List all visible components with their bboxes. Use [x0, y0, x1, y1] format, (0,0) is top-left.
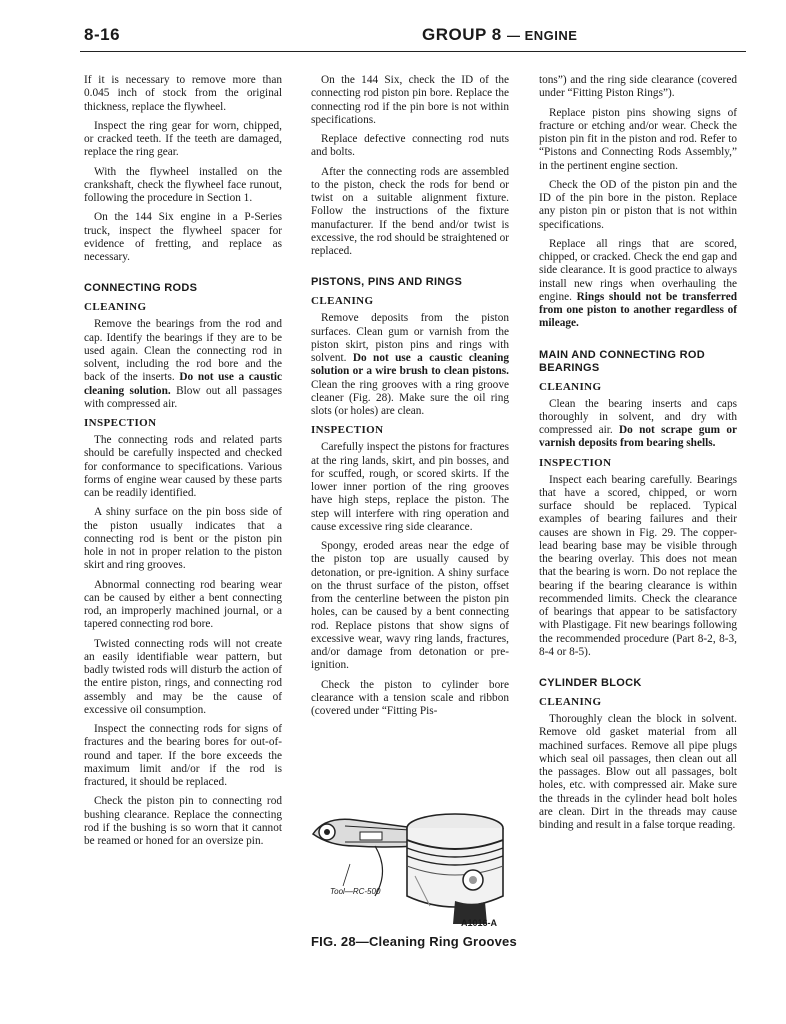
paragraph: Check the piston to cylinder bore clearance with a tension scale and ribbon (covered under “Fitting Pis- — [311, 678, 509, 717]
paragraph: On the 144 Six engine in a P-Series truck, inspect the flywheel spacer for evidence of fretting, and replace as necessary. — [84, 211, 282, 263]
paragraph-text: Remove deposits from the piston surfaces. Clean gum or varnish from the piston skirt, piston pins and rings with solvent. — [311, 312, 509, 364]
paragraph: Inspect the ring gear for worn, chipped, or cracked teeth. If the teeth are damaged, replace the ring gear. — [84, 119, 282, 159]
paragraph: Twisted connecting rods will not create an easily identifiable wear pattern, but badly twisted rods will disturb the action of the entire piston, rings, and connecting rod assembly and may be the cause of excessive oil consumption. — [84, 637, 282, 716]
subsection-heading: INSPECTION — [311, 424, 384, 437]
paragraph: With the flywheel installed on the crankshaft, check the flywheel face runout, following the procedure in Section 1. — [84, 165, 282, 204]
paragraph: Spongy, eroded areas near the edge of the piston top are usually caused by detonation, or pre-ignition. A shiny surface on the thrust surface of the piston, offset from the centerline between the piston pin holes, can be caused by a bent connecting rod. Replace pistons that show signs of excessive wear, wavy ring lands, fractures, and/or damage from detonation or pre-ignition. — [311, 540, 509, 672]
paragraph: Thoroughly clean the block in solvent. Remove old gasket material from all machined surfaces. Remove all pipe plugs which seal oil passages, then clean out all the passages. Blow out all passages, bolt holes, etc. with compressed air. Make sure the threads in the cylinder head bolt holes are clean. Dirt in the threads may cause binding and result in a false torque reading. — [539, 713, 737, 831]
page-number: 8-16 — [84, 25, 121, 44]
tool-label: Tool—RC-500 — [330, 887, 381, 896]
paragraph-text: Blow out all passages with compressed air. — [84, 384, 282, 410]
section-heading: PISTONS, PINS AND RINGS — [311, 276, 463, 289]
figure-caption: FIG. 28—Cleaning Ring Grooves — [311, 934, 517, 949]
paragraph — [84, 318, 282, 411]
ring-groove-cleaner-illustration — [305, 806, 515, 931]
paragraph: Check the OD of the piston pin and the ID of the pin bore in the piston. Replace any piston pin or piston that is not within specifications. — [539, 178, 737, 231]
paragraph: On the 144 Six, check the ID of the connecting rod piston pin bore. Replace the connecting rod if the pin bore is not within specifications. — [311, 74, 509, 126]
page-header — [80, 25, 746, 52]
subsection-heading: INSPECTION — [539, 456, 612, 469]
subsection-heading: CLEANING — [311, 295, 374, 308]
paragraph — [539, 398, 737, 451]
bold-warning: Do not use a caustic cleaning solution or a wire brush to clean pistons. — [311, 352, 510, 378]
paragraph: The connecting rods and related parts should be carefully inspected and checked for conformance to specifications. Various forms of engine wear caused by these parts can be readily identified. — [84, 434, 282, 499]
paragraph: Replace piston pins showing signs of fracture or etching and/or wear. Check the piston pin fit in the piston and rod. Refer to “Pistons and Connecting Rods Assembly,” in the pertinent engine section. — [539, 106, 737, 172]
paragraph — [311, 312, 509, 418]
paragraph: Inspect the connecting rods for signs of fractures and the bearing bores for out-of-round and taper. If the bore exceeds the maximum limit and/or if the rod is fractured, it should be replaced. — [84, 723, 282, 788]
figure-id: A1016-A — [461, 918, 498, 928]
paragraph: Carefully inspect the pistons for fractures at the ring lands, skirt, and pin bosses, and for scuffed, rough, or scored skirts. If the lower inner portion of the ring grooves have high steps, replace the piston. The step will interfere with ring operation and cause excessive ring side clearance. — [311, 441, 509, 533]
paragraph: A shiny surface on the pin boss side of the piston usually indicates that a connecting rod is bent or the piston pin hole in not in proper relation to the piston skirt and ring grooves. — [84, 506, 282, 572]
paragraph: Abnormal connecting rod bearing wear can be caused by either a bent connecting rod, an improperly machined journal, or a tapered connecting rod bore. — [84, 578, 282, 631]
section-heading: CYLINDER BLOCK — [539, 677, 642, 689]
paragraph: Inspect each bearing carefully. Bearings that have a scored, chipped, or worn surface should be replaced. Typical examples of bearing failures and their causes are shown in Fig. 29. The copper-lead bearing base may be visible through the bearing overlay. This does not mean that the bearing is worn. Do not replace the bearing if the bearing clearance is within recommended limits. Check the clearance of bearings that appear to be satisfactory with Plastigage. Fit new bearings following the recommended procedure (Part 8-2, 8-3, 8-4 or 8-5). — [539, 473, 737, 658]
paragraph: After the connecting rods are assembled to the piston, check the rods for bend or twist on a suitable alignment fixture. Follow the instructions of the fixture manufacturer. If the bend and/or twist is excessive, the rod should be straightened or replaced. — [311, 165, 509, 257]
bold-warning: Do not use a caustic cleaning solution. — [84, 371, 283, 397]
bold-warning: Rings should not be transferred from one piston to another regardless of mileage. — [539, 290, 737, 330]
paragraph-text: Clean the ring grooves with a ring groove cleaner (Fig. 28). Make sure the oil ring slots (or holes) are clean. — [311, 378, 509, 417]
paragraph-text: Remove the bearings from the rod and cap. Identify the bearings if they are to be used again. Clean the connecting rod in solvent, including the rod bore and the back of the inserts. — [84, 318, 282, 384]
bold-warning: Do not scrape gum or varnish deposits from bearing shells. — [539, 424, 737, 450]
paragraph: tons”) and the ring side clearance (covered under “Fitting Piston Rings”). — [539, 74, 737, 100]
subsection-heading: INSPECTION — [84, 417, 157, 429]
group-title-main: GROUP 8 — [422, 25, 502, 44]
paragraph: Replace defective connecting rod nuts and bolts. — [311, 133, 509, 159]
section-heading: MAIN AND CONNECTING ROD BEARINGS — [539, 348, 705, 374]
group-title — [422, 25, 577, 45]
column-3 — [539, 74, 737, 838]
paragraph-text: Clean the bearing inserts and caps thoroughly in solvent, and dry with compressed air. — [539, 397, 737, 436]
subsection-heading: CLEANING — [539, 696, 602, 708]
paragraph-text: Replace all rings that are scored, chipped, or cracked. Check the end gap and side clearance. It is good practice to always install new rings when overhauling the engine. — [539, 237, 737, 303]
column-2 — [311, 74, 509, 724]
subsection-heading: CLEANING — [539, 380, 602, 393]
group-title-sub: — ENGINE — [506, 28, 578, 43]
column-1 — [84, 74, 282, 854]
section-heading: CONNECTING RODS — [84, 282, 198, 295]
paragraph — [539, 238, 737, 331]
paragraph: Check the piston pin to connecting rod bushing clearance. Replace the connecting rod if the bushing is so worn that it cannot be reamed or honed for an oversize pin. — [84, 795, 282, 847]
paragraph: If it is necessary to remove more than 0.045 inch of stock from the original thickness, replace the flywheel. — [84, 74, 282, 113]
subsection-heading: CLEANING — [84, 301, 147, 314]
